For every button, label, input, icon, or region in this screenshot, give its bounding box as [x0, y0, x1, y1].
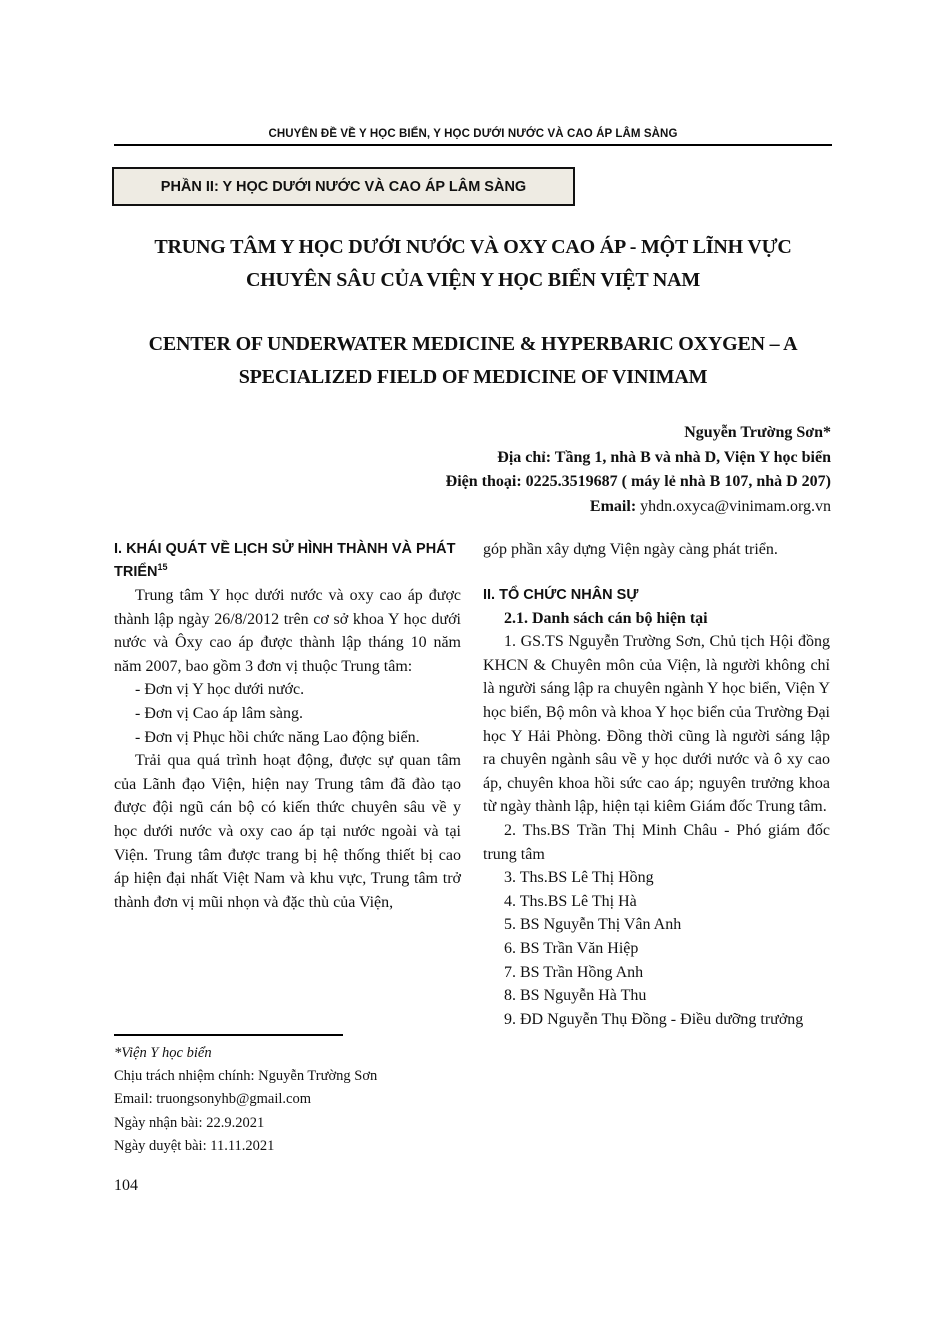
author-name: Nguyễn Trường Sơn*	[684, 424, 831, 441]
title-vi-line-1: TRUNG TÂM Y HỌC DƯỚI NƯỚC VÀ OXY CAO ÁP - MỘT LĨNH VỰC	[154, 236, 792, 258]
footnotes	[114, 1042, 377, 1158]
staff-item: 1. GS.TS Nguyễn Trường Sơn, Chủ tịch Hội đồng KHCN & Chuyên môn của Viện, là người không chỉ là người sáng lập ra chuyên ngành Y học biển, Viện Y học biển, Bộ môn và khoa Y học biển của Trường Đại học Y Hải Phòng. Đồng thời cũng là người sáng lập ra chuyên ngành sâu về y học dưới nước và ô xy cao áp, chuyên khoa hồi sức cao áp; nguyên trưởng khoa từ ngày thành lập, hiện tại kiêm Giám đốc Trung tâm.	[483, 633, 830, 816]
paragraph-continuation: góp phần xây dựng Viện ngày càng phát triển.	[483, 541, 778, 558]
right-column	[483, 538, 830, 1031]
title-en-line-2: SPECIALIZED FIELD OF MEDICINE OF VINIMAM	[238, 366, 708, 388]
section-box	[112, 167, 575, 206]
unit-item: - Đơn vị Cao áp lâm sàng.	[135, 704, 303, 722]
footnote-responsible: Chịu trách nhiệm chính: Nguyễn Trường Sơn	[114, 1068, 378, 1085]
footnote-accepted-date: Ngày duyệt bài: 11.11.2021	[114, 1137, 275, 1154]
page-number: 104	[114, 1177, 138, 1194]
header-rule	[114, 144, 832, 146]
unit-item: - Đơn vị Phục hồi chức năng Lao động biển.	[135, 728, 420, 746]
paragraph-intro: Trung tâm Y học dưới nước và oxy cao áp được thành lập ngày 26/8/2012 trên cơ sở khoa Y học dưới nước và Ôxy cao áp được thành lập tháng 10 năm năm 2007, bao gồm 3 đơn vị thuộc Trung tâm:	[114, 587, 461, 675]
author-block	[446, 421, 831, 519]
staff-item: 7. BS Trần Hồng Anh	[504, 963, 644, 981]
author-address: Địa chỉ: Tầng 1, nhà B và nhà D, Viện Y học biển	[497, 448, 831, 466]
title-vi-line-2: CHUYÊN SÂU CỦA VIỆN Y HỌC BIỂN VIỆT NAM	[245, 269, 701, 291]
staff-item: 4. Ths.BS Lê Thị Hà	[504, 892, 637, 910]
staff-item: 9. ĐD Nguyễn Thụ Đồng - Điều dưỡng trưởng	[504, 1010, 804, 1028]
unit-item: - Đơn vị Y học dưới nước.	[135, 681, 305, 699]
left-column	[114, 538, 461, 914]
section-heading-2: II. TỔ CHỨC NHÂN SỰ	[483, 586, 639, 603]
footnote-email[interactable]: Email: truongsonyhb@gmail.com	[114, 1091, 311, 1108]
running-header: CHUYÊN ĐỀ VỀ Y HỌC BIỂN, Y HỌC DƯỚI NƯỚC VÀ CAO ÁP LÂM SÀNG	[268, 128, 678, 140]
staff-item: 8. BS Nguyễn Hà Thu	[504, 987, 647, 1005]
paragraph-history: Trải qua quá trình hoạt động, được sự quan tâm của Lãnh đạo Viện, hiện nay Trung tâm đã đào tạo được đội ngũ cán bộ có kiến thức chuyên sâu về y học dưới nước và oxy cao áp tại nước ngoài và tại Viện. Trung tâm được trang bị hệ thống thiết bị cao áp hiện đại nhất Việt Nam và khu vực, Trung tâm trở thành đơn vị mũi nhọn và đặc thù của Viện,	[114, 752, 461, 911]
staff-item: 5. BS Nguyễn Thị Vân Anh	[504, 916, 682, 934]
staff-item: 2. Ths.BS Trần Thị Minh Châu - Phó giám đốc trung tâm	[483, 821, 830, 863]
section-box-label: PHẦN II: Y HỌC DƯỚI NƯỚC VÀ CAO ÁP LÂM SÀNG	[160, 178, 527, 195]
footnote-received-date: Ngày nhận bài: 22.9.2021	[114, 1114, 265, 1131]
subsection-heading: 2.1. Danh sách cán bộ hiện tại	[504, 609, 708, 627]
footnote-reference[interactable]: 15	[157, 562, 168, 573]
section-heading-1-text: I. KHÁI QUÁT VỀ LỊCH SỬ HÌNH THÀNH VÀ PHÁT TRIỂN	[114, 541, 456, 580]
section-heading-1	[114, 538, 461, 584]
author-email	[446, 495, 831, 520]
author-phone: Điện thoại: 0225.3519687 ( máy lẻ nhà B 107, nhà D 207)	[445, 473, 831, 490]
author-email-label: Email:	[589, 497, 637, 515]
footnote-separator	[114, 1034, 343, 1036]
footnote-affiliation: *Viện Y học biển	[114, 1045, 212, 1061]
title-en-line-1: CENTER OF UNDERWATER MEDICINE & HYPERBARIC OXYGEN – A	[148, 333, 798, 355]
title-english	[114, 328, 832, 394]
staff-item: 6. BS Trần Văn Hiệp	[504, 939, 639, 957]
title-vietnamese	[114, 231, 832, 297]
staff-item: 3. Ths.BS Lê Thị Hồng	[504, 869, 654, 887]
author-email-link[interactable]: yhdn.oxyca@vinimam.org.vn	[640, 497, 831, 515]
